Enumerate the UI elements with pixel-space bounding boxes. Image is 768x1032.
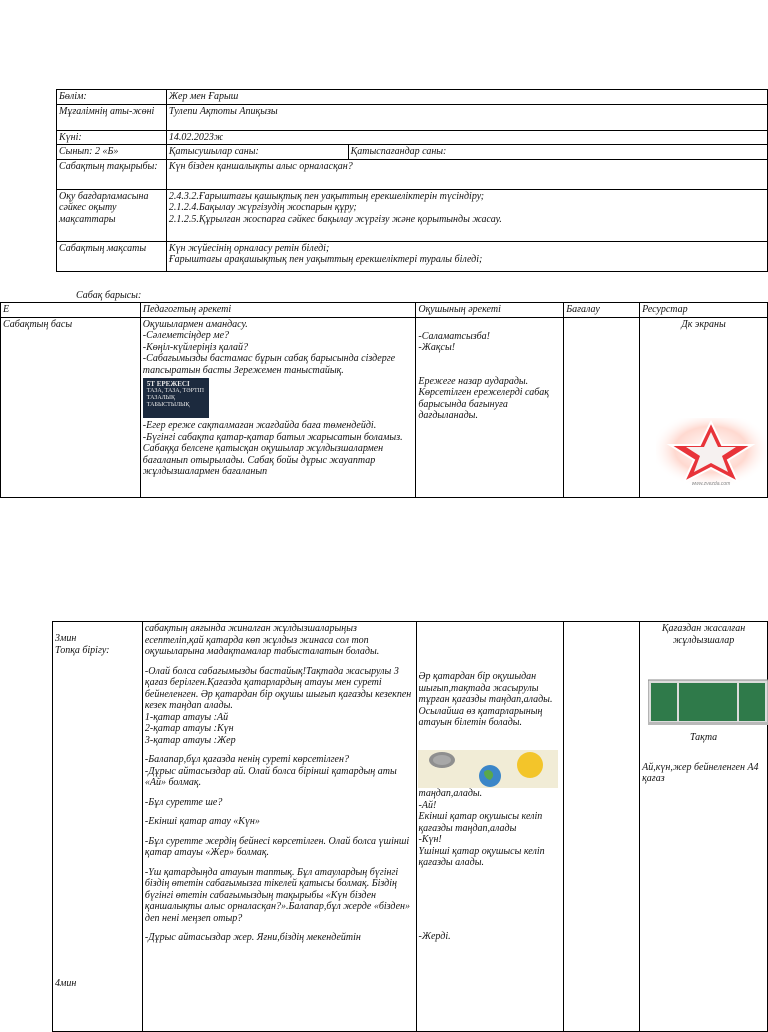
teacher-line: сабақтың аяғында жиналған жұлдызшаларыңыз есептеліп,қай қатарда көп жұлдыз жинаса сол топ оқушыларына мадақтамалар табысталатын болады. — [144, 623, 380, 657]
teacher-line: -Дұрыс айтасыздар ай. Олай болса бірінші қатардың аты «Ай» болмақ. — [144, 765, 397, 788]
student-line: -Саламатсызба! — [418, 330, 491, 342]
teacher-line: -Олай болса сабағымызды бастайық!Тақтада жасырулы 3 қағаз берілген.Қағазда қатарлардың атауы мен суреті бейнеленген. Әр қатардан бір оқушы шығып қағазды кезекпен кезек таңдап алады. — [144, 665, 412, 711]
lesson-progress-label: Сабақ барысы: — [76, 290, 142, 301]
stage-cell: Сабақтың басы — [1, 317, 141, 497]
rules-image-line: ТАЗАЛЫҚ — [146, 395, 175, 401]
header-row-date — [57, 130, 768, 145]
aim-value — [166, 241, 767, 271]
teacher-line: -Екінші қатар атау «Күн» — [144, 816, 260, 827]
teacher-label: Мұғалімнің аты-жөні — [57, 104, 167, 130]
topic-value: Күн бізден қаншалықты алыс орналасқан? — [166, 159, 767, 189]
header-row-section — [57, 90, 768, 105]
student-line: Екінші қатар оқушысы келіп қағазды таңдап,алады — [418, 811, 543, 834]
teacher-line: Оқушылармен амандасу. — [142, 318, 248, 330]
teacher-line: 2-қатар атауы :Күн — [144, 723, 234, 734]
star-caption: www.zvezda.com — [691, 481, 731, 487]
teacher-line: 1-қатар атауы :Ай — [144, 711, 229, 723]
date-label: Күні: — [57, 130, 167, 145]
header-row-teacher — [57, 104, 768, 130]
teacher-value: Тулепи Ақтоты Апиқызы — [166, 104, 767, 130]
header-row-aim — [57, 241, 768, 271]
student-line: Үшінші қатар оқушысы келіп қағазды алады. — [418, 845, 545, 868]
col-header-teacher: Педагогтың әрекеті — [140, 303, 416, 318]
teacher-line: -Көңіл-күйлеріңіз қалай? — [142, 341, 249, 353]
time-label: 4мин — [55, 978, 77, 989]
time-label: 3мин — [55, 633, 77, 644]
goal-line: 2.1.2.5.Құрылған жоспарға сәйкес бақылау жүргізу және қорытынды жасау. — [168, 213, 502, 225]
absent-count: Қатыспағандар саны: — [348, 145, 767, 160]
resource-screen: Дк экраны — [681, 318, 726, 330]
date-value: 14.02.2023ж — [166, 130, 767, 145]
topic-label: Сабақтың тақырыбы: — [57, 159, 167, 189]
present-count: Қатысушылар саны: — [166, 145, 348, 160]
student-line: -Жақсы! — [418, 342, 456, 353]
col-header-resources: Ресурстар — [640, 303, 768, 318]
rules-image-title: 5Т ЕРЕЖЕСІ — [146, 380, 190, 388]
teacher-line: -Сәлеметсіңдер ме? — [142, 330, 230, 341]
teacher-cell — [142, 622, 416, 1032]
teacher-line: -Бұл суретте жердің бейнесі көрсетілген. Олай болса үшінші қатар атауы «Жер» болмақ. — [144, 835, 410, 858]
student-line: Әр қатардан бір оқушыдан шығып,тақтада жасырулы тұрған қағазды таңдап,алады. Осылайша өз қатарларының атауын білетін болады. — [418, 671, 553, 728]
section-label: Бөлім: — [57, 90, 167, 105]
teacher-line: -Дұрыс айтасыздар жер. Яғни,біздің мекендейтін — [144, 932, 361, 943]
rules-image — [143, 378, 209, 418]
col-header-stage: Е — [1, 303, 141, 318]
aim-line: Күн жүйесінің орналасу ретін біледі; — [168, 242, 330, 254]
assessment-cell — [564, 622, 640, 1032]
student-line: -Күн! — [418, 834, 442, 845]
aim-label: Сабақтың мақсаты — [57, 241, 167, 271]
col-header-assessment: Бағалау — [564, 303, 640, 318]
col-header-student: Оқушының әрекеті — [416, 303, 564, 318]
resource-stars: Қағаздан жасалған жұлдызшалар — [661, 623, 746, 646]
star-icon — [656, 418, 766, 488]
student-line: таңдап,алады. — [418, 788, 483, 799]
header-row-topic — [57, 159, 768, 189]
progress-table — [0, 302, 768, 498]
rules-image-line: ТАБЫСТЫЛЫҚ — [146, 402, 190, 408]
student-cell — [416, 622, 564, 1032]
goals-value — [166, 189, 767, 241]
teacher-line: 3-қатар атауы :Жер — [144, 734, 236, 746]
teacher-line: -Егер ереже сақталмаған жағдайда баға төмендейді. — [142, 420, 377, 431]
student-line: -Ай! — [418, 799, 437, 811]
teacher-line: -Бүгінгі сабақта қатар-қатар батыл жарысатын боламыз. Сабаққа белсене қатысқан оқушылар жұлдызшалармен бағаланып отырылады. Сабақ бойы дұрыс жауаптар жұлдызшалармен бағаланып — [142, 431, 403, 477]
teacher-line: -Бұл суретте ше? — [144, 796, 223, 808]
class-label: Сынып: 2 «Б» — [57, 145, 167, 160]
assessment-cell — [564, 317, 640, 497]
student-line: -Жерді. — [418, 930, 451, 942]
moon-earth-sun-icon — [418, 750, 558, 788]
goals-label: Оқу бағдарламасына сәйкес оқыту мақсаттары — [57, 189, 167, 241]
section-value: Жер мен Ғарыш — [166, 90, 767, 105]
goal-line: 2.1.2.4.Бақылау жүргізудің жоспарын құру; — [168, 202, 357, 213]
teacher-cell — [140, 317, 416, 497]
chalkboard-icon — [648, 678, 768, 726]
stage-cell — [53, 622, 143, 1032]
student-line: Ережеге назар аударады. Көрсетілген ережелерді сабақ барысында бағынуға дағдыланады. — [418, 375, 549, 421]
teacher-line: -Үш қатардыңда атауын таптық. Бұл атаулардың бүгінгі біздің өтетін сабағымызға тікелей қатысы болмақ. Біздің бүгінгі өтетін сабағымыздың тақырыбы «Күн бізден қаншалықты алыс орналасқан?».Балапар,бұл жерде «бізден» деп нені меңзеп отыр? — [144, 866, 411, 924]
teacher-line: -Сабағымызды бастамас бұрын сабақ барысында сіздерге тапсыратын басты Зережемен таныстайық. — [142, 353, 396, 376]
student-cell — [416, 317, 564, 497]
resource-paper: Ай,күн,жер бейнеленген А4 қағаз — [642, 761, 759, 784]
progress-header-row — [1, 303, 768, 318]
group-label: Топқа бірігу: — [55, 644, 110, 656]
header-table — [56, 89, 768, 272]
resource-board: Тақта — [689, 732, 718, 743]
table-row — [1, 317, 768, 497]
aim-line: Ғарыштағы арақашықтық пен уақыттың ерекшеліктері туралы біледі; — [168, 254, 483, 265]
header-row-goals — [57, 189, 768, 241]
header-row-class — [57, 145, 768, 160]
goal-line: 2.4.3.2.Ғарыштағы қашықтық пен уақыттың ерекшеліктерін түсіндіру; — [168, 190, 485, 202]
teacher-line: -Балапар,бұл қағазда ненің суреті көрсетілген? — [144, 754, 349, 765]
rules-image-line: ТАЗА, ТАЗА, ТӘРТІП — [146, 388, 204, 394]
